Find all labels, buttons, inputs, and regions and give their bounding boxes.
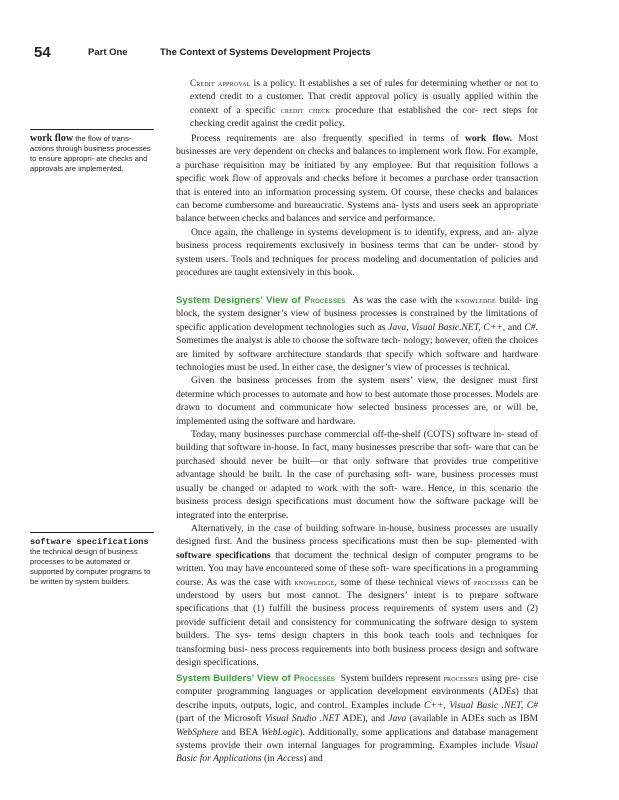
margin-rule <box>30 532 154 533</box>
small-caps-term: credit check <box>280 104 331 115</box>
builders-section <box>176 672 538 766</box>
running-header <box>30 44 590 62</box>
part-label: Part One <box>88 47 128 58</box>
paragraph: Credit approval is a policy. It establishes a set of rules for determining whether or not to extend credit to a customer. That credit approval policy is usually applied within the context of a specific credit check procedure that established the cor- rect steps for checking credit against the credit policy. <box>190 78 538 130</box>
key-term: software specifications <box>176 549 271 561</box>
credit-approval-block <box>190 77 538 131</box>
section-heading: System Builders’ View of Processes <box>176 673 335 684</box>
margin-term: work flow <box>30 133 74 144</box>
margin-definition-rest: actions through business processes to ensure appropri- ate checks and approvals are implemented. <box>30 144 151 173</box>
paragraph: Alternatively, in the case of building software in-house, business processes are usually designed first. And the business process specifications must then be sup- plemented with software specifications that document the technical design of computer programs to be written. You may have encountered some of these soft- ware specifications in a programming course. As was the case with knowledge, some of these technical views of processes can be understood by users but most cannot. The designers’ intent is to prepare software specifications that (1) fulfill the business process requirements of system users and (2) provide sufficient detail and consistency for communicating the software design to system builders. The sys- tems design chapters in this book teach tools and techniques for transforming busi- ness process requirements into both business process design and software design specifications. <box>176 522 538 668</box>
margin-definition: the flow of trans- <box>75 134 132 143</box>
margin-term: software specifications <box>30 537 149 547</box>
margin-note-software-specifications <box>30 532 154 587</box>
paragraph: System Designers’ View of Processes As was the case with the knowledge build- ing block, the system designer’s view of business processes is constrained by the limitations of specific application development technologies such as Java, Visual Basic.NET, C++, and C#. Sometimes the analyst is able to choose the software tech- nology; however, often the choices are limited by software architecture standards that specify which software and hardware technologies must be used. In either case, the designer’s view of processes is technical. <box>176 295 539 374</box>
margin-note-work-flow <box>30 129 154 174</box>
small-caps-term: Credit approval <box>190 78 251 88</box>
paragraph: Given the business processes from the system users’ view, the designer must first determine which processes to automate and how to best automate those processes. Models are drawn to document and communicate how selected business processes are, or will be, implemented using the software and hardware. <box>176 375 538 427</box>
page-number: 54 <box>34 44 51 61</box>
margin-definition: the technical design of business processes to be automated or supported by computer programs to be written by system builders. <box>30 547 151 586</box>
section-heading: System Designers’ View of Processes <box>176 295 346 306</box>
designers-section <box>176 294 538 669</box>
paragraph: Once again, the challenge in systems development is to identify, express, and an- alyze business process requirements exclusively in business terms that can be under- stood by system users. Tools and techniques for process modeling and documentation of policies and procedures are taught extensively in this book. <box>176 226 538 279</box>
chapter-title: The Context of Systems Development Projects <box>160 47 371 58</box>
paragraph: Process requirements are also frequently specified in terms of work flow. Most businesses are very dependent on checks and balances to implement work flow. For example, a purchase requisition may be initiated by any employee. But that requisition follows a specific work flow of approvals and checks before it becomes a purchase order transaction that is entered into an information processing system. Of course, these checks and balances can become cumbersome and bureaucratic. Systems ana- lysts and users seek an appropriate balance between checks and balances and service and performance. <box>176 133 539 225</box>
paragraph: System Builders’ View of Processes System builders represent processes using pre- cise computer programming languages or application development environments (ADEs) that describe inputs, outputs, logic, and control. Examples include C++, Visual Basic .NET, C# (part of the Microsoft Visual Studio .NET ADE), and Java (available in ADEs such as IBM WebSphere and BEA WebLogic). Additionally, some applications and database management systems provide their own internal languages for programming. Examples include Visual Basic for Applications (in Access) and <box>176 673 539 765</box>
margin-rule <box>30 129 154 130</box>
paragraph: Today, many businesses purchase commercial off-the-shelf (COTS) software in- stead of building that software in-house. In fact, many businesses prescribe that soft- ware that can be purchased should never be built—or that only software that provides true competitive advantage should be built. In the case of purchasing soft- ware, business processes must usually be changed or adapted to work with the soft- ware. Hence, in this scenario the business process design specifications must document how the software package will be integrated into the enterprise. <box>176 429 538 521</box>
key-term: work flow. <box>464 133 512 144</box>
work-flow-section <box>176 132 538 279</box>
